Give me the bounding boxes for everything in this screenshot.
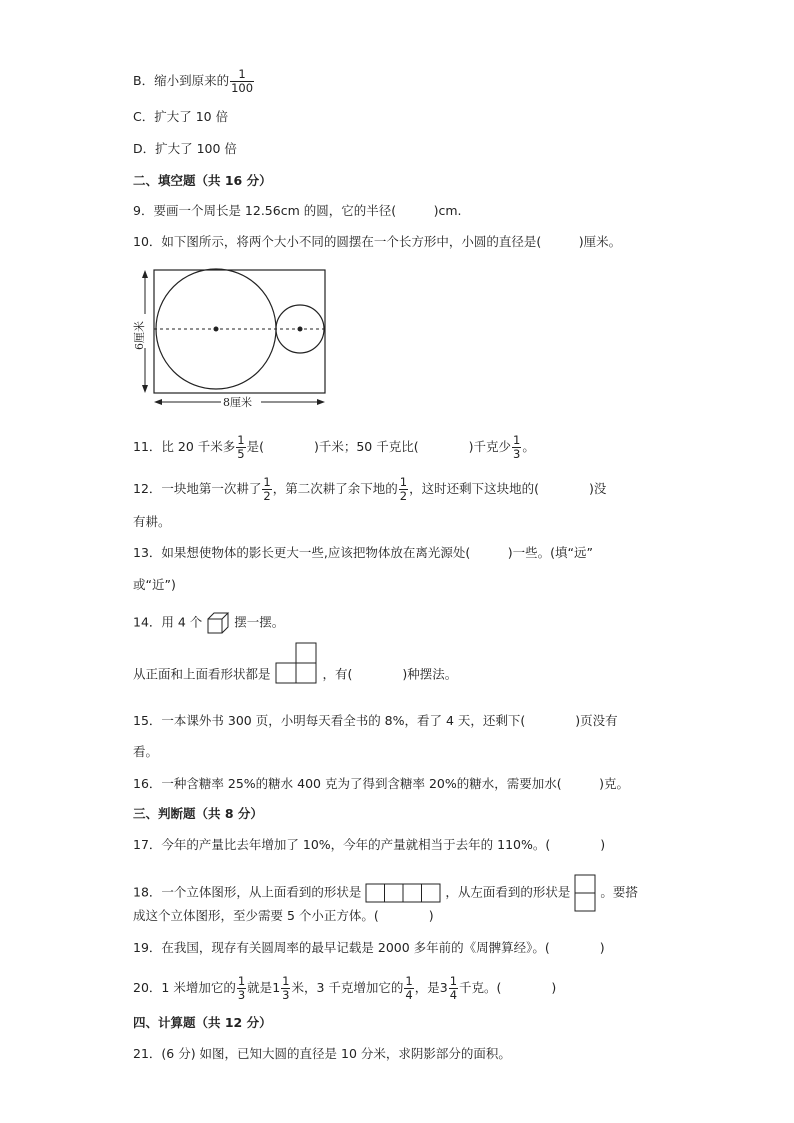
option-b	[133, 68, 255, 95]
question-14: 14．用 4 个 摆一摆。	[133, 612, 284, 634]
small-center-dot	[298, 327, 303, 332]
question-17: 17．今年的产量比去年增加了 10%，今年的产量就相当于去年的 110%。( )	[133, 837, 606, 852]
question-15-cont: 看。	[133, 744, 159, 759]
fraction: $\frac{1}{2}$	[399, 475, 408, 503]
fraction: $\frac{1}{100}$	[231, 67, 254, 95]
height-label: 6厘米	[133, 321, 146, 350]
question-14-sub: 从正面和上面看形状都是 ，有( )种摆法。	[133, 666, 457, 684]
question-16: 16．一种含糖率 25%的糖水 400 克为了得到含糖率 20%的糖水，需要加水( )克。	[133, 776, 629, 791]
fraction: $\frac{1}{4}$	[405, 974, 413, 1002]
question-19: 19．在我国，现存有关圆周率的最早记载是 2000 多年前的《周髀算经》。( )	[133, 940, 605, 955]
fraction: $\frac{1}{5}$	[237, 433, 245, 461]
question-11: 11．比 20 千米多 $\frac{1}{5}$ 是( )千米；50 千克比( )千克少 $\frac{1}{3}$ 。	[133, 433, 535, 461]
mixed-number: 1 $\frac{1}{3}$	[272, 974, 290, 1002]
question-20: 20．1 米增加它的 $\frac{1}{3}$ 就是1 $\frac{1}{3}$ 米，3 千克增加它的 $\frac{1}{4}$ ，是3 $\frac{1}{4}$ 千克。( )	[133, 974, 557, 1002]
fraction: $\frac{1}{3}$	[512, 433, 521, 461]
option-b-text: B．缩小到原来的	[133, 73, 230, 88]
question-15: 15．一本课外书 300 页，小明每天看全书的 8%，看了 4 天，还剩下( )页没有	[133, 713, 618, 728]
large-center-dot	[214, 327, 219, 332]
question-13: 13．如果想使物体的影长更大一些,应该把物体放在离光源处( )一些。(填“远”	[133, 545, 593, 560]
width-label: 8厘米	[223, 396, 252, 409]
question-10: 10．如下图所示，将两个大小不同的圆摆在一个长方形中，小圆的直径是( )厘米。	[133, 234, 622, 249]
fraction: $\frac{1}{3}$	[237, 974, 246, 1002]
question-13-cont: 或“近”)	[133, 577, 176, 592]
question-12-cont: 有耕。	[133, 514, 171, 529]
question-18: 18．一个立体图形，从上面看到的形状是 ，从左面看到的形状是 。要搭	[133, 874, 638, 912]
section-heading-fill-blank: 二、填空题（共 16 分）	[133, 173, 272, 188]
question-9: 9．要画一个周长是 12.56cm 的圆，它的半径( )cm.	[133, 203, 462, 218]
cube-icon	[206, 612, 230, 634]
section-heading-calculation: 四、计算题（共 12 分）	[133, 1015, 272, 1030]
option-c: C．扩大了 10 倍	[133, 109, 229, 124]
mixed-number: 3 $\frac{1}{4}$	[439, 974, 458, 1002]
rectangle	[154, 270, 325, 393]
top-view-row-figure	[365, 883, 441, 903]
left-view-column-figure	[574, 874, 596, 912]
section-heading-true-false: 三、判断题（共 8 分）	[133, 806, 263, 821]
circles-in-rectangle-figure	[133, 264, 333, 414]
option-d: D．扩大了 100 倍	[133, 141, 237, 156]
question-18-cont: 成这个立体图形，至少需要 5 个小正方体。( )	[133, 908, 434, 923]
l-shape-view-figure	[275, 642, 319, 684]
question-21: 21．(6 分) 如图，已知大圆的直径是 10 分米，求阴影部分的面积。	[133, 1046, 511, 1061]
fraction: $\frac{1}{2}$	[263, 475, 271, 503]
question-12: 12．一块地第一次耕了 $\frac{1}{2}$ ，第二次耕了余下地的 $\frac{1}{2}$ ，这时还剩下这块地的( )没	[133, 475, 607, 503]
